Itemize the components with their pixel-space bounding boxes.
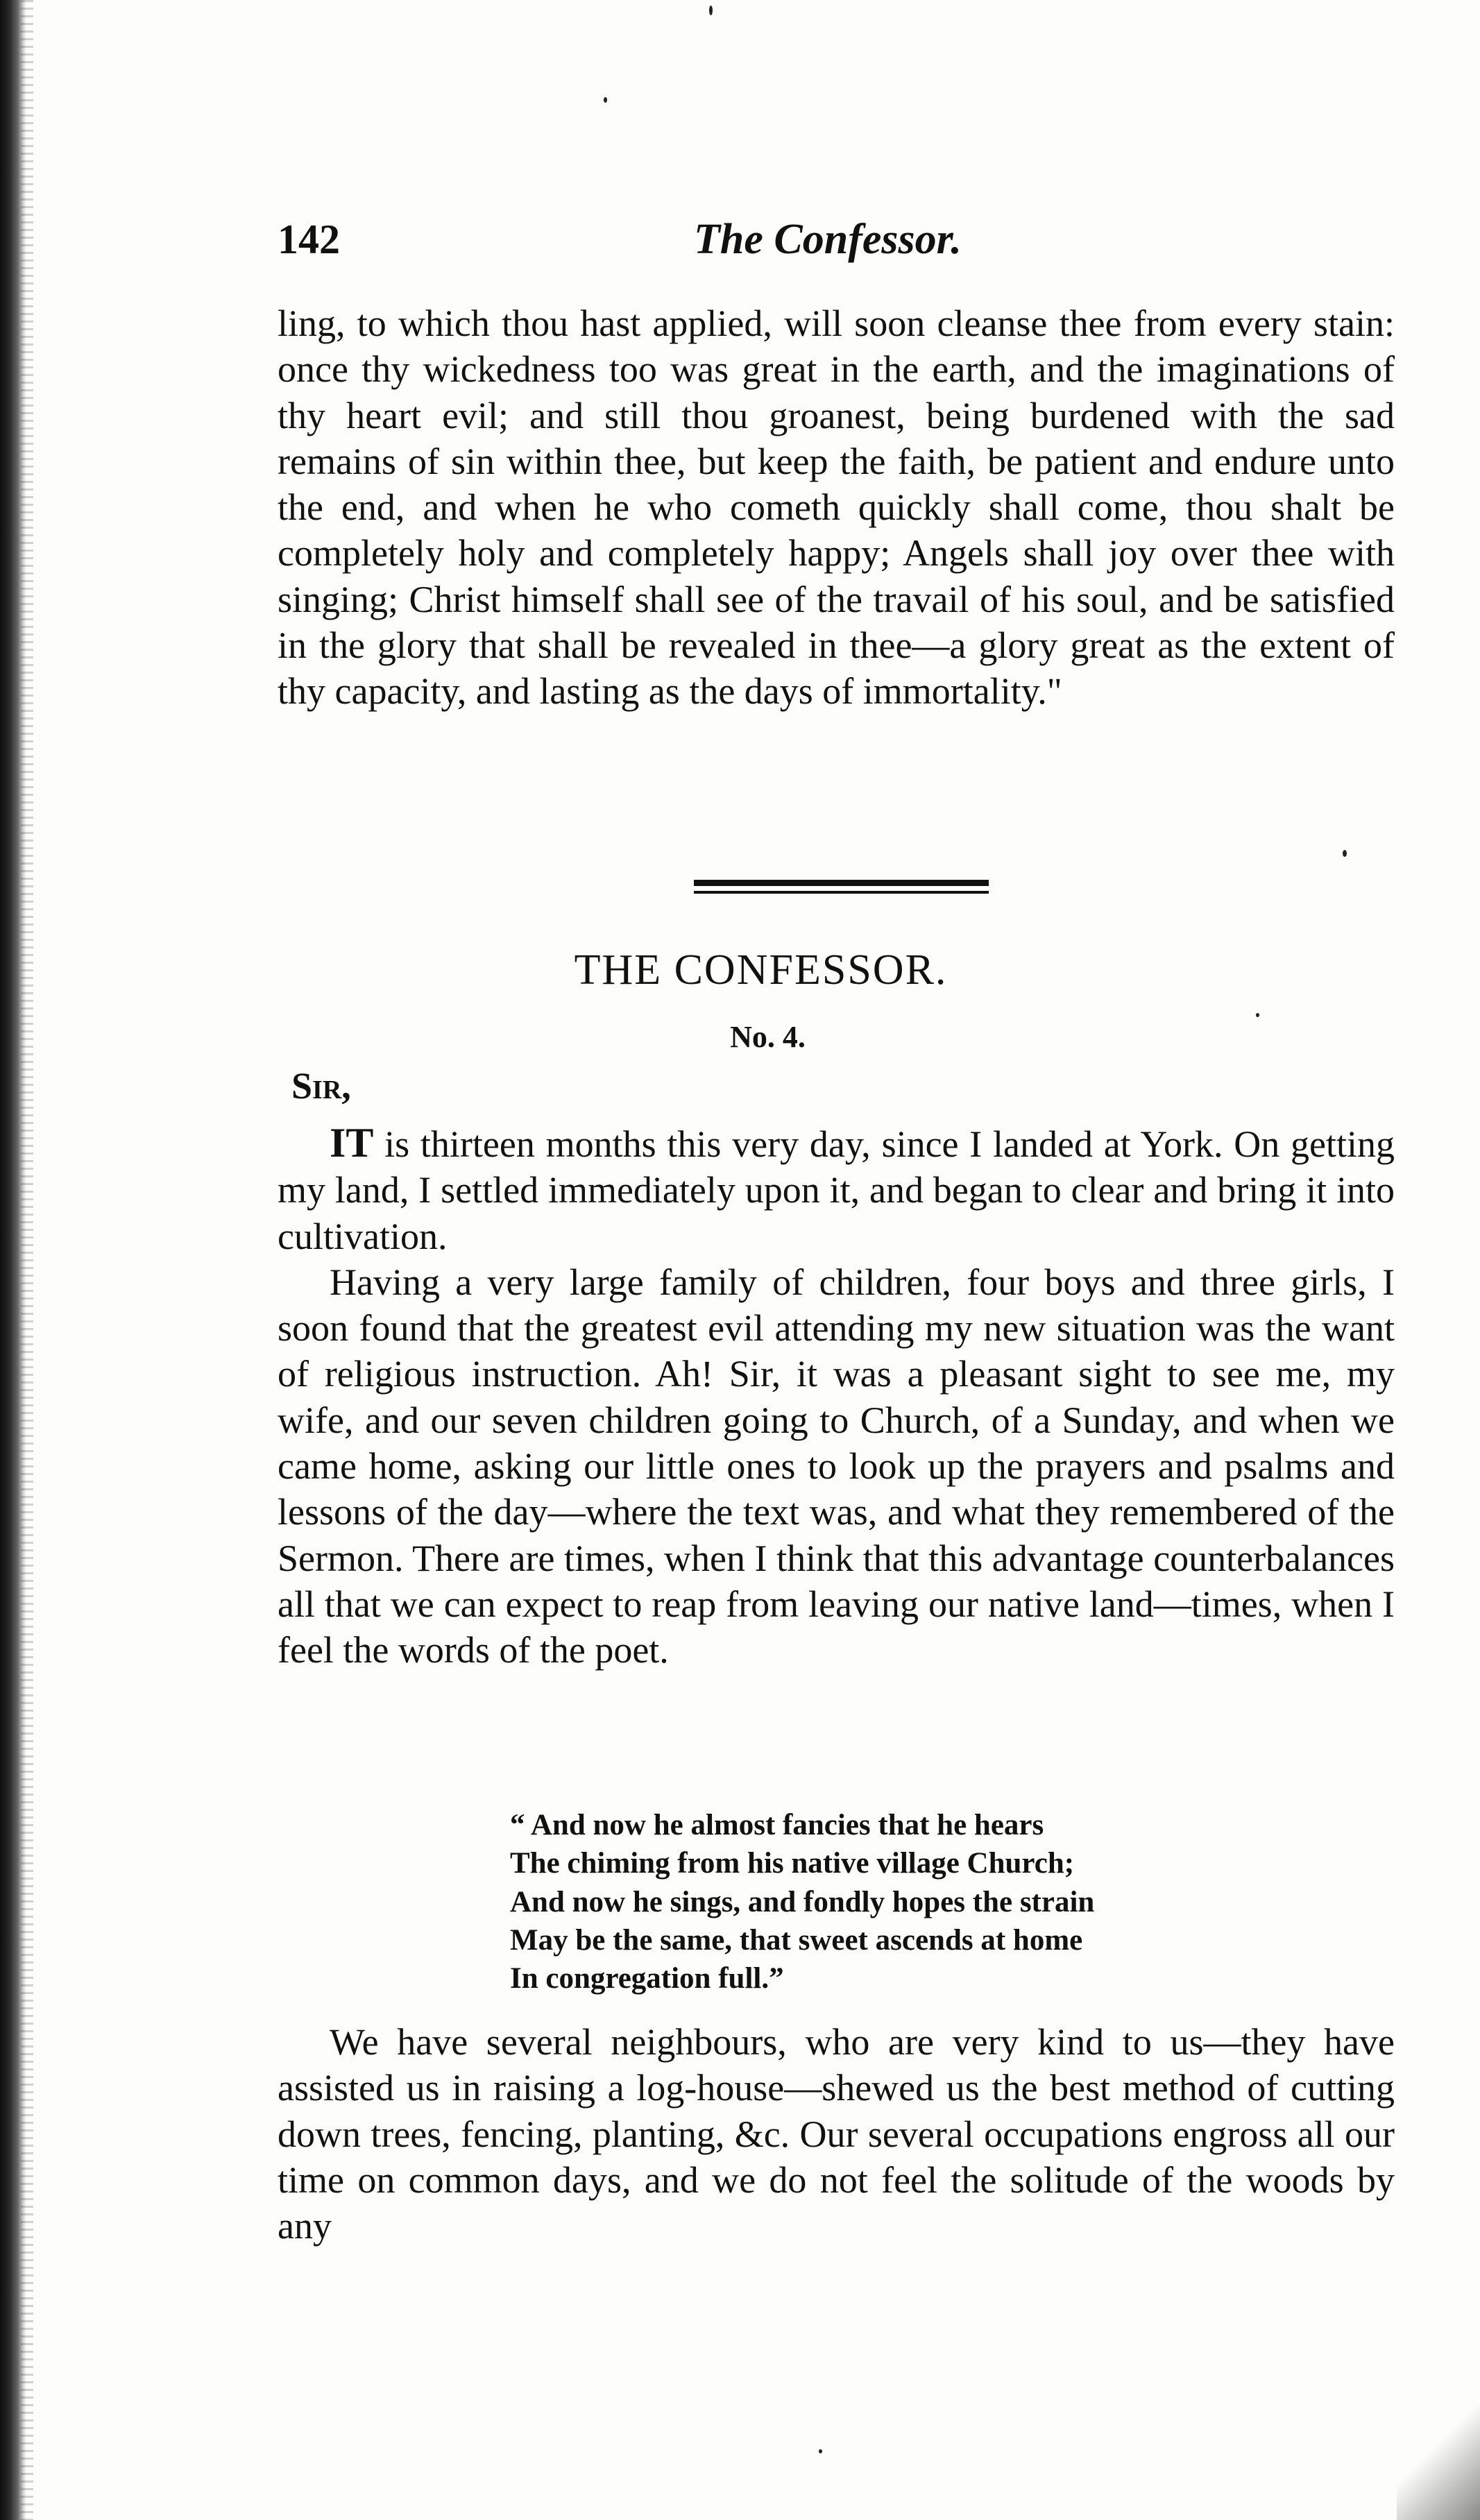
section-divider-thick — [694, 880, 989, 886]
continued-paragraph — [278, 300, 1395, 715]
opening-word: IT — [330, 1120, 374, 1166]
verse-line: And now he sings, and fondly hopes the strain — [510, 1885, 1095, 1918]
section-divider-thin — [694, 891, 989, 894]
ink-speck — [604, 97, 607, 103]
page-corner-shadow — [1397, 2340, 1480, 2520]
issue-number: No. 4. — [730, 1020, 806, 1054]
ink-speck — [1343, 850, 1347, 857]
verse-line: The chiming from his native village Church; — [510, 1847, 1075, 1880]
ink-speck — [819, 2449, 822, 2453]
running-title: The Confessor. — [694, 216, 962, 263]
verse-line: In congregation full.” — [510, 1962, 784, 1995]
verse-line: “ And now he almost fancies that he hears — [510, 1809, 1044, 1841]
closing-paragraph-text: We have several neighbours, who are very kind to us—they have assisted us in raising a log-house—shewed us the best method of cutting down trees, fencing, planting, &c. Our several occupations engross all our time on common days, and we do not feel the solitude of the woods by any — [278, 2021, 1395, 2247]
running-header — [278, 208, 1395, 271]
letter-paragraph-1 — [278, 1120, 1395, 1259]
binding-speckle — [21, 0, 33, 2520]
closing-paragraph — [278, 2019, 1395, 2249]
ink-speck — [709, 6, 713, 15]
verse-line: May be the same, that sweet ascends at home — [510, 1923, 1083, 1957]
section-title: THE CONFESSOR. — [574, 946, 948, 994]
continued-paragraph-text: ling, to which thou hast applied, will soon cleanse thee from every stain: once thy wickedness too was great in the earth, and the imaginations of thy heart evil; and still thou groanest, being burdened with the sad remains of sin within thee, but keep the faith, be patient and endure unto the end, and when he who cometh quickly shall come, thou shalt be completely holy and completely happy; Angels shall joy over thee with singing; Christ himself shall see of the travail of his soul, and be satisfied in the glory that shall be revealed in thee—a glory great as the extent of thy capacity, and lasting as the days of immortality." — [278, 303, 1395, 713]
page-number: 142 — [278, 216, 340, 262]
salutation: Sir, — [291, 1065, 351, 1107]
letter-body — [278, 1120, 1395, 1674]
letter-paragraph-2: Having a very large family of children, four boys and three girls, I soon found that the greatest evil attending my new situation was the want of religious instruction. Ah! Sir, it was a pleasant sight to see me, my wife, and our seven children going to Church, of a Sunday, and when we came home, asking our little ones to look up the prayers and psalms and lessons of the day—where the text was, and what they remembered of the Sermon. There are times, when I think that this advantage counterbalances all that we can expect to reap from leaving our native land—times, when I feel the words of the poet. — [278, 1261, 1395, 1671]
letter-paragraph-1-text: is thirteen months this very day, since I landed at York. On getting my land, I settled immediately upon it, and began to clear and bring it into cultivation. — [278, 1123, 1395, 1257]
verse-quotation — [510, 1806, 1329, 1998]
